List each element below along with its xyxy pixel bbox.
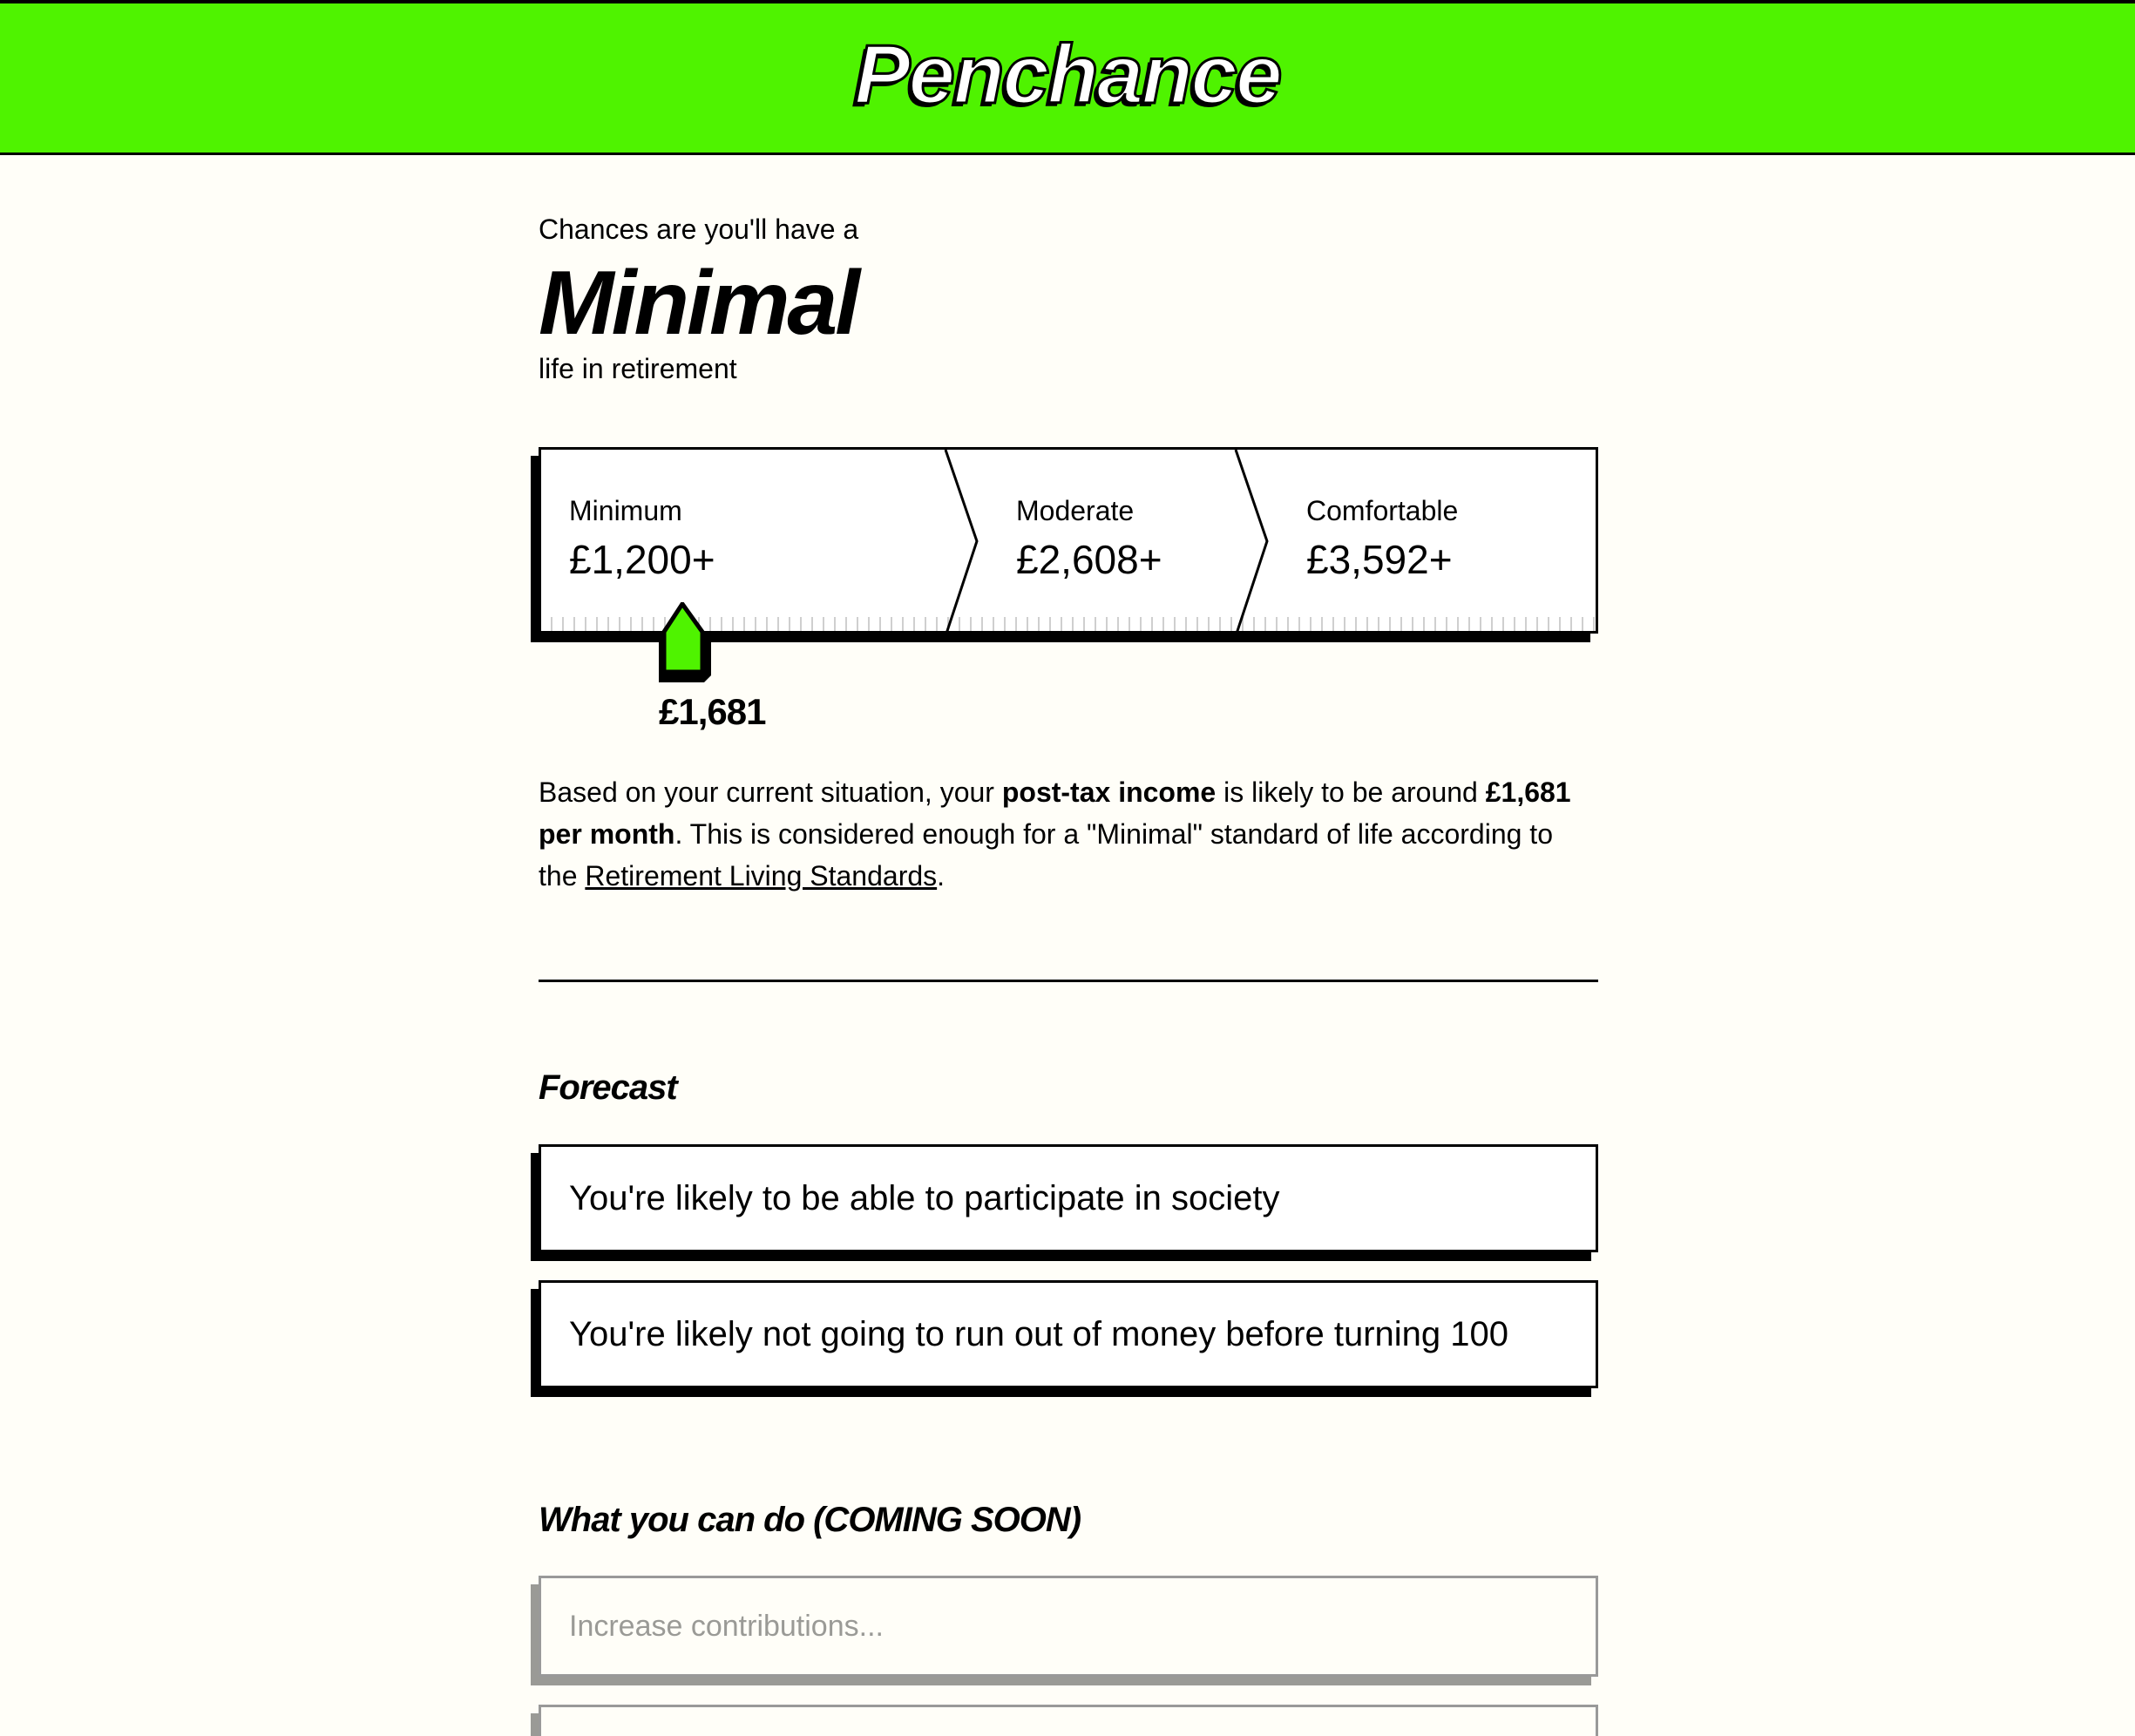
segment-label: Minimum (569, 495, 682, 526)
segment-value: £2,608+ (1016, 537, 1162, 582)
result-intro: Chances are you'll have a (539, 214, 859, 245)
forecast-heading: Forecast (539, 1068, 677, 1107)
forecast-card (539, 1144, 1598, 1252)
income-marker-icon (659, 602, 711, 682)
action-card-disabled (539, 1576, 1598, 1677)
action-item (539, 1705, 1598, 1736)
action-card-disabled (539, 1705, 1598, 1736)
forecast-card (539, 1280, 1598, 1388)
forecast-item: You're likely not going to run out of money before turning 100 (539, 1280, 1598, 1388)
forecast-item: You're likely to be able to participate in society (539, 1144, 1598, 1252)
segment-moderate (1016, 495, 1162, 583)
summary-part: . (937, 860, 946, 892)
actions-heading: What you can do (COMING SOON) (539, 1501, 1081, 1539)
segment-comfortable (1306, 495, 1458, 583)
monthly-income-value: £1,681 per month (539, 776, 1571, 850)
summary-part: . This is considered enough for a "Minimal" standard of life according to the (539, 818, 1553, 892)
standards-bar (539, 447, 1598, 735)
segment-value: £3,592+ (1306, 537, 1453, 582)
logo[interactable]: Penchance (854, 27, 1281, 121)
result-outro: life in retirement (539, 353, 737, 384)
action-item: Increase contributions... (539, 1576, 1598, 1677)
retirement-living-standards-link[interactable]: Retirement Living Standards (585, 860, 938, 892)
divider (539, 980, 1598, 982)
summary-part: Based on your current situation, your (539, 776, 1002, 808)
segment-label: Moderate (1016, 495, 1135, 526)
segment-minimum (569, 495, 715, 583)
income-marker-value: £1,681 (659, 691, 766, 732)
summary-part: is likely to be around (1216, 776, 1486, 808)
summary-text (539, 771, 1598, 897)
result-level: Minimal (539, 253, 858, 354)
post-tax-income-label: post-tax income (1001, 776, 1217, 808)
segment-label: Comfortable (1306, 495, 1459, 526)
segment-value: £1,200+ (569, 537, 715, 582)
app-header (0, 0, 2135, 155)
